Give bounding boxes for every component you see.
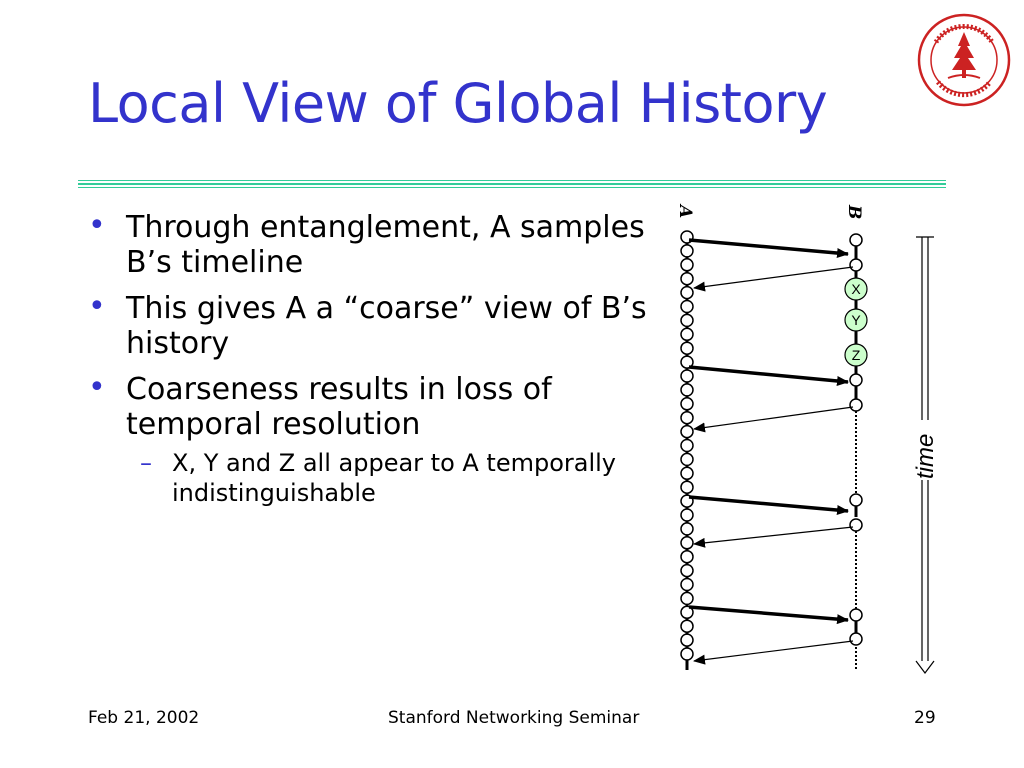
sub-bullet-glyph: – — [140, 449, 152, 478]
page-number: 29 — [914, 708, 936, 728]
timeline-a-node — [681, 426, 693, 438]
event-x-label: X — [851, 281, 861, 297]
timeline-b-node — [850, 259, 862, 271]
timeline-a-node — [681, 509, 693, 521]
bullet-item — [88, 369, 648, 509]
timeline-a-node — [681, 565, 693, 577]
bullet-glyph: • — [88, 288, 106, 324]
timeline-a-node — [681, 620, 693, 632]
timeline-a-node — [681, 328, 693, 340]
timeline-a-node — [681, 342, 693, 354]
bullet-text: Coarseness results in loss of temporal resolution — [126, 371, 552, 442]
timeline-a-node — [681, 467, 693, 479]
timeline-b-node — [850, 609, 862, 621]
bullet-list — [88, 210, 648, 518]
timeline-b-label: B — [844, 205, 864, 220]
timeline-a-node — [681, 314, 693, 326]
reply-arrow-b-to-a — [694, 267, 853, 288]
timeline-a-node — [681, 481, 693, 493]
bullet-text: Through entanglement, A samples B’s timeline — [126, 210, 645, 281]
footer-date: Feb 21, 2002 — [88, 708, 200, 728]
timeline-a-node — [681, 440, 693, 452]
reply-arrow-b-to-a — [694, 407, 853, 429]
event-y-label: Y — [851, 312, 861, 328]
bullet-glyph: • — [88, 208, 106, 243]
timeline-diagram — [660, 195, 960, 685]
timeline-b-node — [850, 494, 862, 506]
timeline-a-node — [681, 537, 693, 549]
sample-arrow-a-to-b — [689, 607, 848, 620]
timeline-a-node — [681, 287, 693, 299]
sample-arrow-a-to-b — [689, 367, 848, 382]
bullet-glyph: • — [88, 369, 106, 405]
timeline-a-label: A — [675, 205, 695, 219]
timeline-b-node — [850, 633, 862, 645]
reply-arrow-b-to-a — [694, 527, 853, 544]
sub-bullet-list — [126, 448, 648, 508]
sub-bullet-text: X, Y and Z all appear to A temporally indistinguishable — [172, 449, 617, 508]
bullet-item — [88, 210, 648, 281]
timeline-a-node — [681, 551, 693, 563]
stanford-seal-logo — [916, 12, 1012, 108]
slide-title: Local View of Global History — [88, 72, 828, 135]
timeline-a-node — [681, 301, 693, 313]
timeline-a-node — [681, 523, 693, 535]
timeline-a-node — [681, 245, 693, 257]
timeline-a-node — [681, 412, 693, 424]
sample-arrow-a-to-b — [689, 240, 848, 254]
time-label: time — [912, 433, 939, 479]
sub-bullet-item — [126, 448, 648, 508]
timeline-b-node — [850, 399, 862, 411]
timeline-b-node — [850, 234, 862, 246]
title-divider — [78, 180, 946, 189]
reply-arrow-b-to-a — [694, 641, 853, 661]
timeline-a-node — [681, 592, 693, 604]
timeline-a-node — [681, 579, 693, 591]
timeline-a-node — [681, 384, 693, 396]
timeline-a-node — [681, 634, 693, 646]
event-z-label: Z — [851, 347, 861, 363]
timeline-a-node — [681, 273, 693, 285]
timeline-b-node — [850, 374, 862, 386]
timeline-a-node — [681, 648, 693, 660]
timeline-a-nodes — [681, 231, 693, 660]
sample-arrow-a-to-b — [689, 497, 848, 511]
timeline-a-node — [681, 370, 693, 382]
timeline-b-node — [850, 519, 862, 531]
timeline-a-node — [681, 453, 693, 465]
timeline-a-node — [681, 259, 693, 271]
footer-title: Stanford Networking Seminar — [388, 708, 640, 728]
bullet-text: This gives A a “coarse” view of B’s history — [126, 290, 647, 362]
bullet-item — [88, 288, 648, 362]
timeline-a-node — [681, 398, 693, 410]
